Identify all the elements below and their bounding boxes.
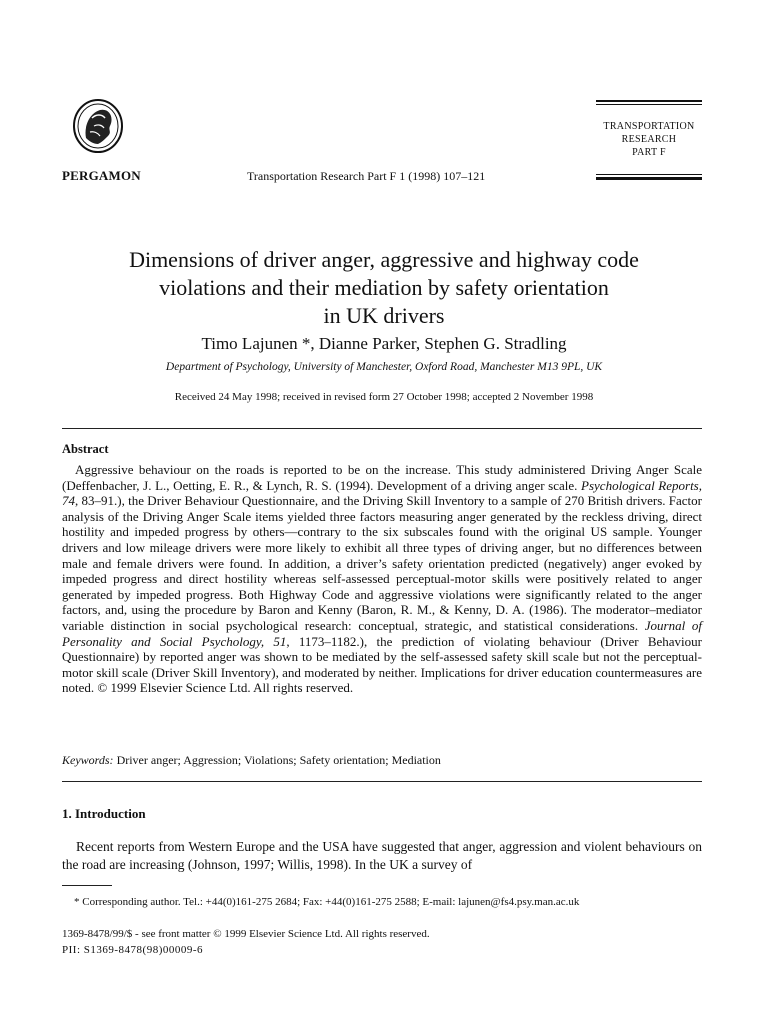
section-heading-introduction: 1. Introduction (62, 806, 146, 821)
title-line-2: violations and their mediation by safety orientation (159, 275, 609, 300)
pergamon-logo-icon (72, 98, 124, 156)
keywords-list: Driver anger; Aggression; Violations; Safety orientation; Mediation (113, 753, 441, 767)
front-matter-line: 1369-8478/99/$ - see front matter © 1999 Elsevier Science Ltd. All rights reserved. (62, 928, 430, 940)
publisher-name: PERGAMON (62, 168, 141, 183)
journal-citation: Transportation Research Part F 1 (1998) 107–121 (247, 169, 486, 183)
divider-top (62, 428, 702, 429)
authors: Timo Lajunen *, Dianne Parker, Stephen G. Stradling (201, 334, 567, 353)
title-line-3: in UK drivers (323, 303, 445, 328)
journal-ref-2: Journal of Personality and Social Psychology, 51 (62, 617, 702, 649)
title-line-1: Dimensions of driver anger, aggressive and highway code (129, 247, 639, 272)
keywords-label: Keywords: (62, 753, 114, 767)
journal-ref-1: Psychological Reports, 74 (62, 477, 702, 509)
received-dates: Received 24 May 1998; received in revised form 27 October 1998; accepted 2 November 1998 (174, 391, 594, 403)
journal-box-line-2: RESEARCH (621, 134, 677, 145)
corresponding-author-footnote: * Corresponding author. Tel.: +44(0)161-275 2684; Fax: +44(0)161-275 2588; E-mail: lajunen@fs4.psy.man.ac.uk (74, 896, 580, 908)
journal-box-line-1: TRANSPORTATION (603, 121, 695, 132)
abstract-text: Aggressive behaviour on the roads is reported to be on the increase. This study administered Driving Anger Scale (Deffenbacher, J. L., Oetting, E. R., & Lynch, R. S. (1994). Development of a driving anger scale. Psychological Reports, 74, 83–91.), the Driver Behaviour Questionnaire, and the Driving Skill Inventory to a sample of 270 British drivers. Factor analysis of the Driving Anger Scale items yielded three factors measuring anger generated by the reckless driving, direct hostility and impeded progress by others—contrary to the six subscales found with the original US sample. Younger drivers and low mileage drivers were more likely to exhibit all three types of driving anger, but no differences between male and female drivers were found. In addition, a driver’s safety orientation predicted (negatively) anger evoked by impeded progress and direct hostility whereas self-assessed perceptual-motor skills were positively related to anger generated by impeded progress. Both Highway Code and aggressive violations were significantly related to the anger factors, and, using the procedure by Baron and Kenny (Baron, R. M., & Kenny, D. A. (1986). The moderator–mediator variable distinction in social psychological research: conceptual, strategic, and statistical considerations. Journal of Personality and Social Psychology, 51, 1173–1182.), the prediction of violating behaviour (Driver Behaviour Questionnaire) by reported anger was shown to be mediated by the self-assessed safety skill scale but not the perceptual-motor skill scale (Driver Skill Inventory), and moderated by neither. Implications for driver education countermeasures are noted. © 1999 Elsevier Science Ltd. All rights reserved. (62, 462, 702, 696)
journal-title-box (596, 100, 702, 182)
introduction-text: Recent reports from Western Europe and the USA have suggested that anger, aggression and violent behaviours on the road are increasing (Johnson, 1997; Willis, 1998). In the UK a survey of (62, 839, 702, 872)
footnote-rule (62, 885, 112, 886)
pii-line: PII: S1369-8478(98)00009-6 (62, 944, 204, 956)
keywords (62, 753, 441, 768)
affiliation: Department of Psychology, University of Manchester, Oxford Road, Manchester M13 9PL, UK (165, 361, 603, 373)
article-title (60, 246, 708, 330)
journal-box-line-3: PART F (632, 147, 666, 158)
divider-bottom (62, 781, 702, 782)
abstract-heading: Abstract (62, 442, 109, 456)
